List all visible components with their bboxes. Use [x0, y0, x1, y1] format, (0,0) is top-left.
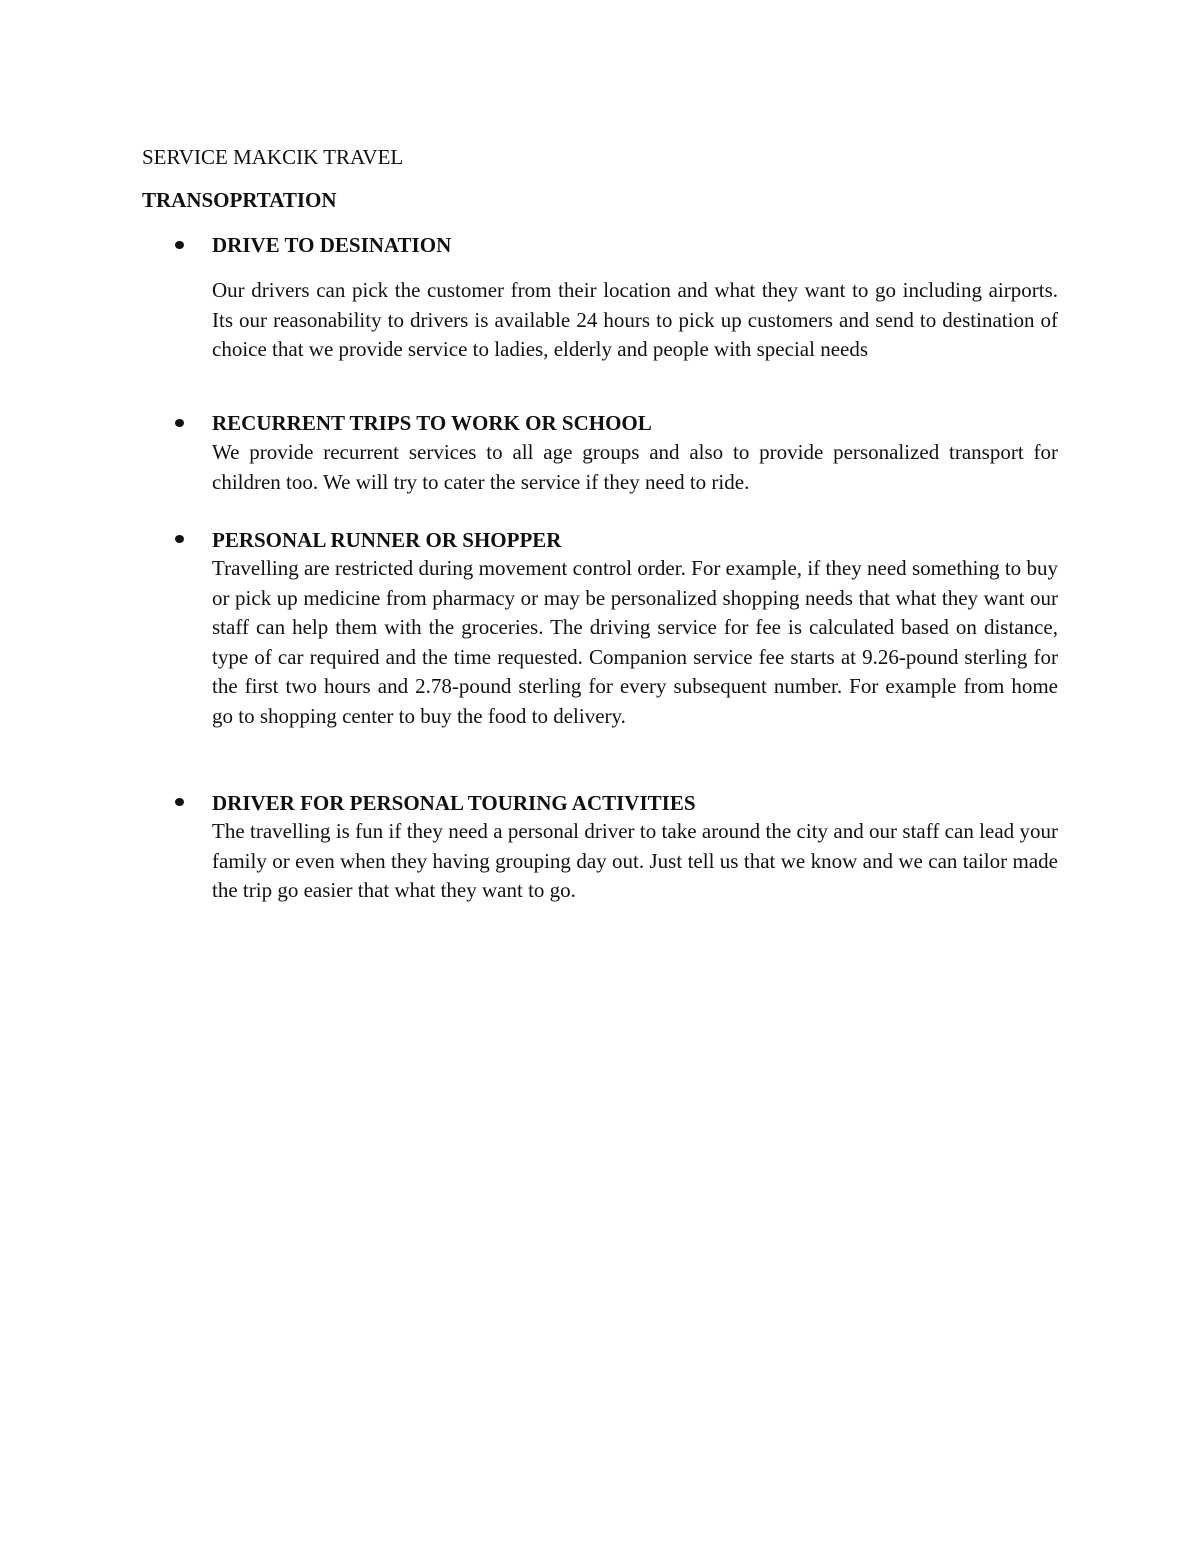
document-title: SERVICE MAKCIK TRAVEL — [142, 145, 404, 169]
item-body: Travelling are restricted during movement control order. For example, if they need something to buy or pick up medicine from pharmacy or may be personalized shopping needs that what they want our staff can help them with the groceries. The driving service for fee is calculated based on distance, type of car required and the time requested. Companion service fee starts at 9.26-pound sterling for the first two hours and 2.78-pound sterling for every subsequent number. For example from home go to shopping center to buy the food to delivery. — [212, 556, 1058, 728]
bullet-icon — [175, 535, 184, 543]
item-heading: DRIVER FOR PERSONAL TOURING ACTIVITIES — [212, 791, 696, 815]
bullet-icon — [175, 241, 184, 249]
item-heading: RECURRENT TRIPS TO WORK OR SCHOOL — [212, 411, 652, 435]
bullet-icon — [175, 798, 184, 806]
item-heading: PERSONAL RUNNER OR SHOPPER — [212, 528, 562, 552]
item-body: The travelling is fun if they need a personal driver to take around the city and our staff can lead your family or even when they having grouping day out. Just tell us that we know and we can tailor made the trip go easier that what they want to go. — [212, 819, 1058, 902]
section-heading: TRANSOPRTATION — [142, 188, 337, 212]
item-body: Our drivers can pick the customer from their location and what they want to go including airports. Its our reasonability to drivers is available 24 hours to pick up customers and send to destination of choice that we provide service to ladies, elderly and people with special needs — [212, 278, 1058, 361]
item-heading: DRIVE TO DESINATION — [212, 233, 452, 257]
bullet-icon — [175, 419, 184, 427]
item-body: We provide recurrent services to all age groups and also to provide personalized transport for children too. We will try to cater the service if they need to ride. — [212, 440, 1058, 494]
